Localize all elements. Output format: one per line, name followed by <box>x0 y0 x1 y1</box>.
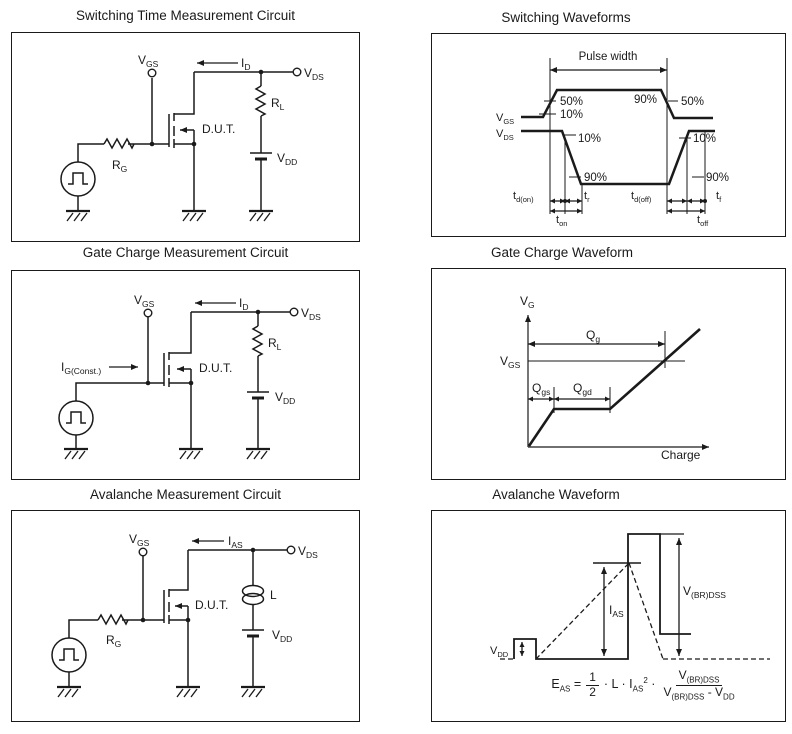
vg-axis-label: $V_G$ <box>520 294 535 310</box>
resistor-rl <box>253 326 262 356</box>
rg-label: $R_G$ <box>112 158 128 174</box>
resistor-rl <box>256 86 265 116</box>
ground-symbol <box>57 687 81 697</box>
vdd-label: $V_{DD}$ <box>272 628 293 644</box>
junction-dot <box>192 142 197 147</box>
panel-switching-waveforms <box>431 33 786 237</box>
timing-dot <box>563 199 567 203</box>
vdd-label: $V_{DD}$ <box>277 151 298 167</box>
mosfet-dut <box>169 72 194 211</box>
rg-label: $R_G$ <box>106 633 122 649</box>
ground-symbol <box>176 687 200 697</box>
rl-label: $R_L$ <box>268 336 282 352</box>
vds-terminal <box>290 308 298 316</box>
junction-dot <box>251 548 256 553</box>
panel-switching-circuit <box>11 32 360 242</box>
pct10-vds-left-label: 10% <box>578 133 602 145</box>
junction-dot <box>141 618 146 623</box>
pct50-right-label: 50% <box>681 96 705 108</box>
vgs-terminal <box>144 309 152 317</box>
gate-wire <box>69 620 98 638</box>
vgs-level-label: $V_{GS}$ <box>500 354 521 370</box>
gate-charge-waveform-diagram <box>432 269 784 478</box>
battery-vdd <box>250 153 272 159</box>
pct10-left-label: 10% <box>560 109 584 121</box>
junction-dot <box>189 381 194 386</box>
ground-symbol <box>241 687 265 697</box>
circuit-wiring <box>61 72 293 211</box>
pct90-vds-left-label: 90% <box>584 172 608 184</box>
pulse-width-label: Pulse width <box>578 51 638 63</box>
vgs-terminal <box>139 548 147 556</box>
vds-terminal <box>293 68 301 76</box>
vgs-label: $V_{GS}$ <box>138 53 159 69</box>
mosfet-dut <box>164 312 191 449</box>
pulse-generator <box>59 401 93 435</box>
title-gate-charge-circuit: Gate Charge Measurement Circuit <box>82 245 289 260</box>
vgs-trace-label: $V_{GS}$ <box>496 112 515 126</box>
dut-label: D.U.T. <box>195 598 229 612</box>
charge-axis-label: Charge <box>661 448 701 462</box>
ias-label: $I_{AS}$ <box>228 534 243 550</box>
title-gate-charge-waveform: Gate Charge Waveform <box>490 245 634 260</box>
panel-avalanche-circuit <box>11 510 360 722</box>
title-switching-waveforms: Switching Waveforms <box>501 10 631 25</box>
formula-lhs: $E_{AS}$ = <box>551 676 582 694</box>
toff-label: $t_{off}$ <box>697 214 709 228</box>
title-avalanche-waveform: Avalanche Waveform <box>492 487 620 502</box>
battery-vdd <box>247 392 269 398</box>
ground-symbol <box>179 449 203 459</box>
vds-terminal <box>287 546 295 554</box>
junction-dot <box>259 70 264 75</box>
l-label: L <box>270 588 277 602</box>
junction-dot <box>150 142 155 147</box>
id-label: $I_D$ <box>239 296 249 312</box>
ground-symbol <box>246 449 270 459</box>
fraction-one-half: $\frac{1}{2}$ <box>586 671 599 700</box>
ground-symbol <box>182 211 206 221</box>
ias-label: $I_{AS}$ <box>609 603 624 619</box>
junction-dot <box>256 310 261 315</box>
pct90-vds-right-label: 90% <box>706 172 730 184</box>
vds-trace-label: $V_{DS}$ <box>496 128 514 142</box>
dut-label: D.U.T. <box>202 122 236 136</box>
pulse-icon <box>68 173 88 184</box>
tr-label: $t_r$ <box>584 190 590 204</box>
rl-label: $R_L$ <box>271 96 285 112</box>
title-avalanche-circuit: Avalanche Measurement Circuit <box>89 487 282 502</box>
circuit-wiring <box>52 550 287 687</box>
gate-wire <box>76 383 164 401</box>
qg-label: $Q_g$ <box>586 328 601 344</box>
gate-charge-curve <box>529 329 700 446</box>
td-off-label: $t_{d(off)}$ <box>631 190 652 204</box>
qgd-label: $Q_{gd}$ <box>573 381 592 397</box>
circuit-wiring <box>59 312 290 449</box>
ground-symbol <box>64 449 88 459</box>
vds-label: $V_{DS}$ <box>304 66 324 82</box>
formula-middle: · $L \cdot I_{AS}^2$ · <box>603 676 656 694</box>
ig-const-label: $I_{G(Const.)}$ <box>61 360 102 376</box>
inductor-l <box>243 550 264 630</box>
switching-circuit-diagram <box>12 33 359 240</box>
pulse-icon <box>59 649 79 660</box>
fraction-vbrdss: $\frac{V_{(BR)DSS}}{V_{(BR)DSS} - V_{DD}}$ <box>663 668 735 701</box>
vbrdss-label: $V_{(BR)DSS}$ <box>683 584 726 600</box>
vgs-terminal <box>148 69 156 77</box>
pct50-left-label: 50% <box>560 96 584 108</box>
qgs-label: $Q_{gs}$ <box>532 381 551 397</box>
id-label: $I_D$ <box>241 56 251 72</box>
pulse-icon <box>66 412 86 423</box>
vgs-label: $V_{GS}$ <box>129 532 150 548</box>
pulse-generator <box>61 162 95 196</box>
pct90-top-label: 90% <box>634 94 658 106</box>
dut-label: D.U.T. <box>199 361 233 375</box>
pulse-generator <box>52 638 86 672</box>
panel-gate-charge-circuit <box>11 270 360 480</box>
ias-fall-dashed <box>629 563 663 659</box>
panel-avalanche-waveform <box>431 510 786 722</box>
avalanche-circuit-diagram <box>12 511 359 720</box>
td-on-label: $t_{d(on)}$ <box>513 190 534 204</box>
ground-symbol <box>249 211 273 221</box>
switching-waveforms-diagram <box>432 34 784 235</box>
vds-label: $V_{DS}$ <box>301 306 321 322</box>
tf-label: $t_f$ <box>716 190 722 204</box>
ground-symbol <box>66 211 90 221</box>
vdd-label: $V_{DD}$ <box>490 645 509 659</box>
gate-charge-circuit-diagram <box>12 271 359 478</box>
battery-vdd <box>242 630 264 636</box>
pct10-vds-right-label: 10% <box>693 133 717 145</box>
title-switching-circuit: Switching Time Measurement Circuit <box>75 8 296 23</box>
vgs-label: $V_{GS}$ <box>134 293 155 309</box>
ton-label: $t_{on}$ <box>556 214 568 228</box>
panel-gate-charge-waveform <box>431 268 786 480</box>
eas-energy-formula <box>527 669 762 701</box>
timing-dot <box>703 199 707 203</box>
junction-dot <box>146 381 151 386</box>
vds-label: $V_{DS}$ <box>298 544 318 560</box>
vds-voltage-trace <box>514 534 691 659</box>
gate-wire <box>78 144 104 162</box>
mosfet-dut <box>164 550 188 687</box>
junction-dot <box>186 618 191 623</box>
vdd-label: $V_{DD}$ <box>275 390 296 406</box>
